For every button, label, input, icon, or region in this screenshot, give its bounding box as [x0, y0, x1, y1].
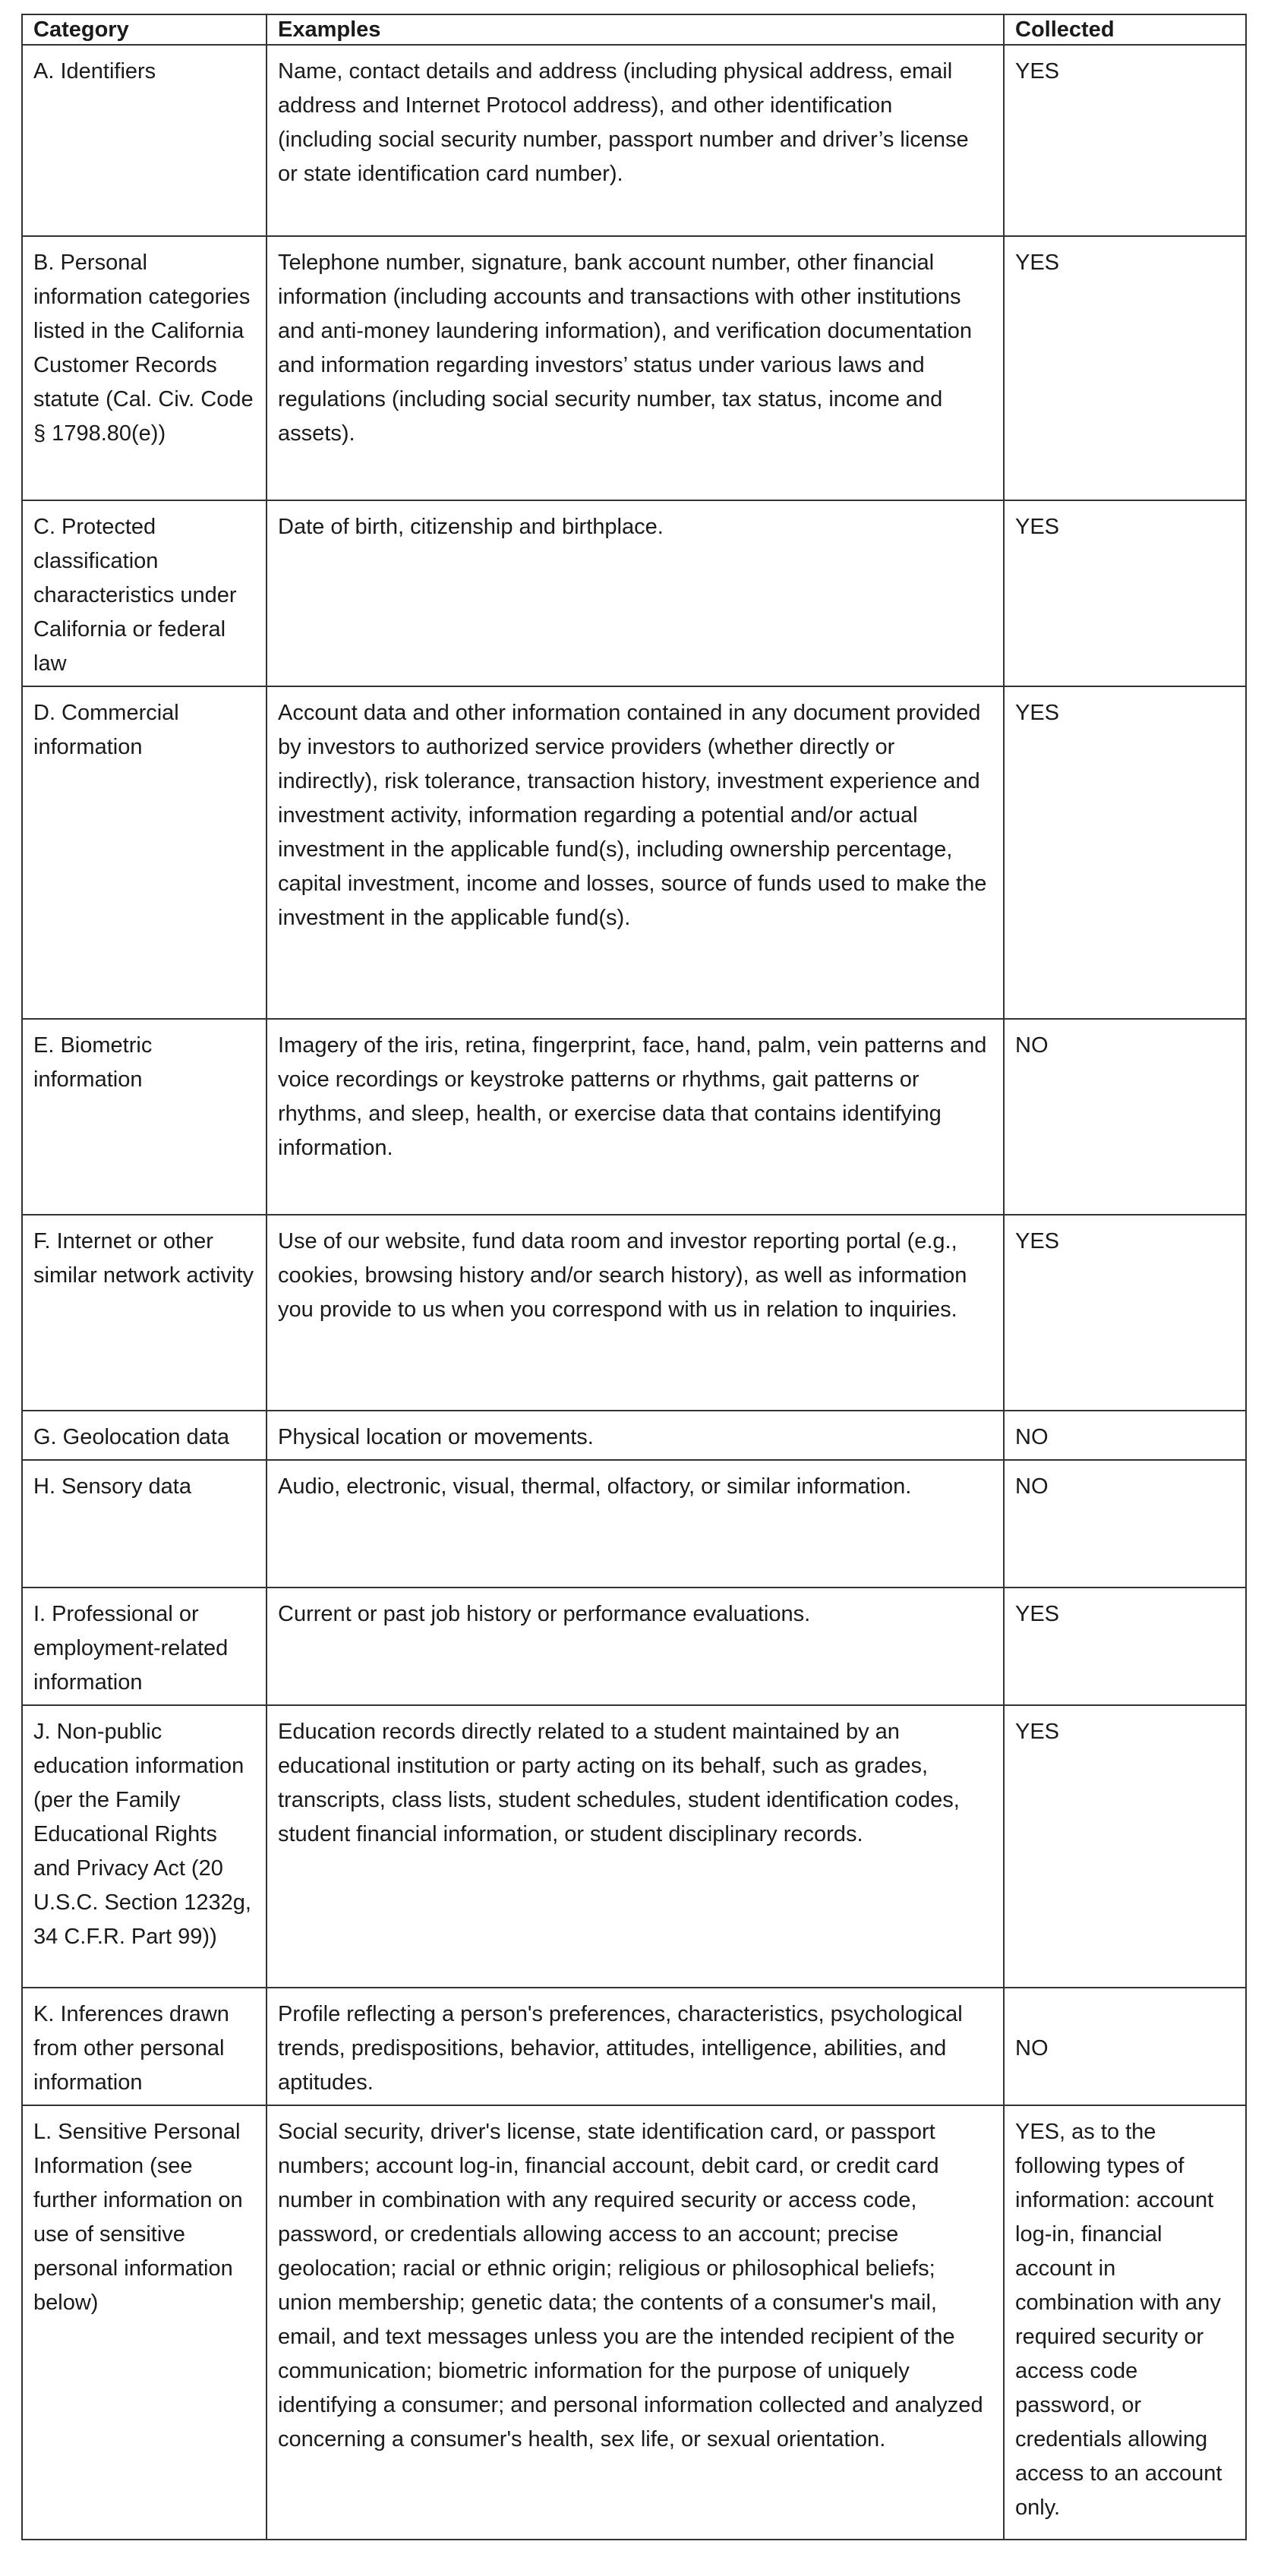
table-header-row	[22, 14, 1246, 45]
row-collected: YES, as to the following types of information: account log-in, financial account in combination with any required security or access code password, or credentials allowing access to an account only.	[1004, 2105, 1246, 2540]
header-category: Category	[22, 14, 267, 45]
row-examples: Audio, electronic, visual, thermal, olfactory, or similar information.	[267, 1460, 1004, 1588]
row-examples: Profile reflecting a person's preferences, characteristics, psychological trends, predispositions, behavior, attitudes, intelligence, abilities, and aptitudes.	[267, 1988, 1004, 2105]
header-examples: Examples	[267, 14, 1004, 45]
table-row	[22, 45, 1246, 236]
row-examples: Imagery of the iris, retina, fingerprint, face, hand, palm, vein patterns and voice recordings or keystroke patterns or rhythms, gait patterns or rhythms, and sleep, health, or exercise data that contains identifying information.	[267, 1019, 1004, 1215]
personal-information-categories-table	[21, 14, 1247, 2540]
row-examples: Telephone number, signature, bank account number, other financial information (including accounts and transactions with other institutions and anti-money laundering information), and verification documentation and information regarding investors’ status under various laws and regulations (including social security number, tax status, income and assets).	[267, 236, 1004, 500]
row-collected: NO	[1004, 1460, 1246, 1588]
row-category: L. Sensitive Personal Information (see further information on use of sensitive personal information below)	[22, 2105, 267, 2540]
header-collected: Collected	[1004, 14, 1246, 45]
table-row	[22, 1460, 1246, 1588]
row-collected: NO	[1004, 1019, 1246, 1215]
row-collected: YES	[1004, 1705, 1246, 1988]
row-category: B. Personal information categories listed in the California Customer Records statute (Cal. Civ. Code § 1798.80(e))	[22, 236, 267, 500]
row-category: E. Biometric information	[22, 1019, 267, 1215]
row-category: D. Commercial information	[22, 686, 267, 1019]
row-collected: NO	[1004, 1988, 1246, 2105]
row-examples: Use of our website, fund data room and investor reporting portal (e.g., cookies, browsing history and/or search history), as well as information you provide to us when you correspond with us in relation to inquiries.	[267, 1215, 1004, 1411]
table-row	[22, 1019, 1246, 1215]
row-category: I. Professional or employment-related information	[22, 1588, 267, 1705]
row-category: F. Internet or other similar network activity	[22, 1215, 267, 1411]
row-examples: Current or past job history or performance evaluations.	[267, 1588, 1004, 1705]
row-examples: Education records directly related to a student maintained by an educational institution or party acting on its behalf, such as grades, transcripts, class lists, student schedules, student identification codes, student financial information, or student disciplinary records.	[267, 1705, 1004, 1988]
table-row	[22, 236, 1246, 500]
row-category: J. Non-public education information (per the Family Educational Rights and Privacy Act (20 U.S.C. Section 1232g, 34 C.F.R. Part 99))	[22, 1705, 267, 1988]
row-examples: Date of birth, citizenship and birthplace.	[267, 500, 1004, 686]
row-collected: NO	[1004, 1411, 1246, 1460]
row-category: A. Identifiers	[22, 45, 267, 236]
table-row	[22, 1411, 1246, 1460]
table-row	[22, 1588, 1246, 1705]
row-collected: YES	[1004, 500, 1246, 686]
row-examples: Physical location or movements.	[267, 1411, 1004, 1460]
row-collected: YES	[1004, 236, 1246, 500]
row-examples: Social security, driver's license, state identification card, or passport numbers; account log-in, financial account, debit card, or credit card number in combination with any required security or access code, password, or credentials allowing access to an account; precise geolocation; racial or ethnic origin; religious or philosophical beliefs; union membership; genetic data; the contents of a consumer's mail, email, and text messages unless you are the intended recipient of the communication; biometric information for the purpose of uniquely identifying a consumer; and personal information collected and analyzed concerning a consumer's health, sex life, or sexual orientation.	[267, 2105, 1004, 2540]
row-collected: YES	[1004, 686, 1246, 1019]
table-row	[22, 686, 1246, 1019]
table-row	[22, 1215, 1246, 1411]
table-row	[22, 1705, 1246, 1988]
table-row	[22, 1988, 1246, 2105]
table-row	[22, 2105, 1246, 2540]
row-examples: Account data and other information contained in any document provided by investors to authorized service providers (whether directly or indirectly), risk tolerance, transaction history, investment experience and investment activity, information regarding a potential and/or actual investment in the applicable fund(s), including ownership percentage, capital investment, income and losses, source of funds used to make the investment in the applicable fund(s).	[267, 686, 1004, 1019]
row-category: G. Geolocation data	[22, 1411, 267, 1460]
row-collected: YES	[1004, 1215, 1246, 1411]
row-category: H. Sensory data	[22, 1460, 267, 1588]
row-collected: YES	[1004, 45, 1246, 236]
row-category: K. Inferences drawn from other personal information	[22, 1988, 267, 2105]
row-collected: YES	[1004, 1588, 1246, 1705]
table-row	[22, 500, 1246, 686]
row-category: C. Protected classification characteristics under California or federal law	[22, 500, 267, 686]
row-examples: Name, contact details and address (including physical address, email address and Internet Protocol address), and other identification (including social security number, passport number and driver’s license or state identification card number).	[267, 45, 1004, 236]
